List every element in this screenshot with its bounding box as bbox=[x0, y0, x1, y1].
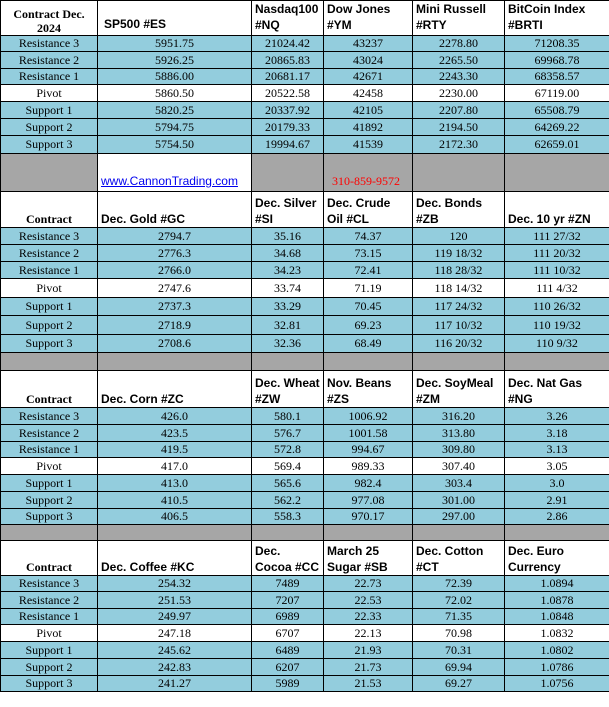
level-cell: 406.5 bbox=[98, 509, 252, 525]
level-cell: 21024.42 bbox=[252, 36, 324, 52]
level-cell: 309.80 bbox=[413, 442, 505, 458]
row-label: Support 1 bbox=[1, 298, 98, 316]
level-cell: 1.0832 bbox=[505, 625, 609, 642]
separator-cell bbox=[413, 154, 505, 192]
level-cell: 3.0 bbox=[505, 475, 609, 492]
level-cell: 21.93 bbox=[324, 642, 413, 659]
level-cell: 21.53 bbox=[324, 676, 413, 692]
level-cell: 970.17 bbox=[324, 509, 413, 525]
instrument-header: Dec. Wheat #ZW bbox=[252, 371, 324, 408]
level-cell: 110 26/32 bbox=[505, 298, 609, 316]
instrument-header: Dec. Coffee #KC bbox=[98, 541, 252, 576]
table-row bbox=[1, 36, 609, 52]
table-row bbox=[1, 136, 609, 154]
table-row bbox=[1, 262, 609, 279]
level-cell: 22.13 bbox=[324, 625, 413, 642]
header-row bbox=[1, 541, 609, 576]
level-cell: 2230.00 bbox=[413, 85, 505, 102]
row-label: Pivot bbox=[1, 625, 98, 642]
separator-cell bbox=[324, 353, 413, 371]
table-row bbox=[1, 475, 609, 492]
level-cell: 241.27 bbox=[98, 676, 252, 692]
level-cell: 74.37 bbox=[324, 228, 413, 245]
level-cell: 313.80 bbox=[413, 425, 505, 442]
level-cell: 1001.58 bbox=[324, 425, 413, 442]
level-cell: 69968.78 bbox=[505, 52, 609, 69]
contract-header: Contract bbox=[1, 541, 98, 576]
instrument-header: Dec. SoyMeal #ZM bbox=[413, 371, 505, 408]
level-cell: 1.0894 bbox=[505, 576, 609, 592]
level-cell: 565.6 bbox=[252, 475, 324, 492]
level-cell: 2.91 bbox=[505, 492, 609, 509]
table-row bbox=[1, 625, 609, 642]
level-cell: 6707 bbox=[252, 625, 324, 642]
level-cell: 307.40 bbox=[413, 458, 505, 475]
level-cell: 2766.0 bbox=[98, 262, 252, 279]
instrument-header: Dec. Corn #ZC bbox=[98, 371, 252, 408]
level-cell: 1.0802 bbox=[505, 642, 609, 659]
level-cell: 562.2 bbox=[252, 492, 324, 509]
table-row bbox=[1, 659, 609, 676]
level-cell: 32.81 bbox=[252, 316, 324, 335]
level-cell: 73.15 bbox=[324, 245, 413, 262]
separator-row bbox=[1, 353, 609, 371]
row-label: Resistance 2 bbox=[1, 52, 98, 69]
level-cell: 70.45 bbox=[324, 298, 413, 316]
level-cell: 994.67 bbox=[324, 442, 413, 458]
row-label: Support 3 bbox=[1, 335, 98, 353]
level-cell: 5926.25 bbox=[98, 52, 252, 69]
level-cell: 22.33 bbox=[324, 609, 413, 625]
row-label: Resistance 2 bbox=[1, 592, 98, 609]
level-cell: 70.31 bbox=[413, 642, 505, 659]
row-label: Resistance 3 bbox=[1, 36, 98, 52]
level-cell: 22.53 bbox=[324, 592, 413, 609]
instrument-header: Mini Russell #RTY bbox=[413, 1, 505, 36]
level-cell: 247.18 bbox=[98, 625, 252, 642]
row-label: Resistance 3 bbox=[1, 408, 98, 425]
level-cell: 20865.83 bbox=[252, 52, 324, 69]
level-cell: 111 10/32 bbox=[505, 262, 609, 279]
phone-number: 310-859-9572 bbox=[332, 174, 400, 188]
level-cell: 977.08 bbox=[324, 492, 413, 509]
header-row bbox=[1, 192, 609, 228]
level-cell: 33.74 bbox=[252, 279, 324, 298]
level-cell: 3.05 bbox=[505, 458, 609, 475]
separator-cell bbox=[413, 525, 505, 541]
table-row bbox=[1, 642, 609, 659]
separator-cell bbox=[252, 353, 324, 371]
level-cell: 2278.80 bbox=[413, 36, 505, 52]
level-cell: 254.32 bbox=[98, 576, 252, 592]
contract-header: Contract bbox=[1, 192, 98, 228]
row-label: Support 2 bbox=[1, 119, 98, 136]
level-cell: 569.4 bbox=[252, 458, 324, 475]
table-row bbox=[1, 102, 609, 119]
level-cell: 580.1 bbox=[252, 408, 324, 425]
level-cell: 2243.30 bbox=[413, 69, 505, 85]
separator-row bbox=[1, 525, 609, 541]
level-cell: 410.5 bbox=[98, 492, 252, 509]
level-cell: 251.53 bbox=[98, 592, 252, 609]
row-label: Support 1 bbox=[1, 642, 98, 659]
level-cell: 110 19/32 bbox=[505, 316, 609, 335]
table-row bbox=[1, 279, 609, 298]
level-cell: 111 4/32 bbox=[505, 279, 609, 298]
level-cell: 413.0 bbox=[98, 475, 252, 492]
separator-cell bbox=[252, 154, 324, 192]
table-row bbox=[1, 492, 609, 509]
level-cell: 2.86 bbox=[505, 509, 609, 525]
instrument-header: Nasdaq100 #NQ bbox=[252, 1, 324, 36]
level-cell: 43237 bbox=[324, 36, 413, 52]
level-cell: 118 14/32 bbox=[413, 279, 505, 298]
instrument-header: BitCoin Index #BRTI bbox=[505, 1, 609, 36]
level-cell: 5794.75 bbox=[98, 119, 252, 136]
level-cell: 5860.50 bbox=[98, 85, 252, 102]
instrument-header: Dec. Gold #GC bbox=[98, 192, 252, 228]
row-label: Resistance 1 bbox=[1, 262, 98, 279]
row-label: Resistance 2 bbox=[1, 245, 98, 262]
level-cell: 7207 bbox=[252, 592, 324, 609]
level-cell: 2776.3 bbox=[98, 245, 252, 262]
instrument-header: March 25 Sugar #SB bbox=[324, 541, 413, 576]
row-label: Support 1 bbox=[1, 475, 98, 492]
header-row bbox=[1, 371, 609, 408]
level-cell: 6489 bbox=[252, 642, 324, 659]
instrument-header: Dec. Silver #SI bbox=[252, 192, 324, 228]
level-cell: 41892 bbox=[324, 119, 413, 136]
level-cell: 5989 bbox=[252, 676, 324, 692]
level-cell: 989.33 bbox=[324, 458, 413, 475]
level-cell: 2265.50 bbox=[413, 52, 505, 69]
level-cell: 120 bbox=[413, 228, 505, 245]
row-label: Pivot bbox=[1, 279, 98, 298]
row-label: Resistance 1 bbox=[1, 609, 98, 625]
row-label: Resistance 2 bbox=[1, 425, 98, 442]
level-cell: 116 20/32 bbox=[413, 335, 505, 353]
row-label: Pivot bbox=[1, 85, 98, 102]
separator-cell bbox=[98, 353, 252, 371]
instrument-header: Dec. Crude Oil #CL bbox=[324, 192, 413, 228]
table-row bbox=[1, 228, 609, 245]
level-cell: 70.98 bbox=[413, 625, 505, 642]
level-cell: 5886.00 bbox=[98, 69, 252, 85]
table-row bbox=[1, 85, 609, 102]
instrument-header: Dec. Bonds #ZB bbox=[413, 192, 505, 228]
level-cell: 417.0 bbox=[98, 458, 252, 475]
level-cell: 71.35 bbox=[413, 609, 505, 625]
level-cell: 65508.79 bbox=[505, 102, 609, 119]
level-cell: 2747.6 bbox=[98, 279, 252, 298]
level-cell: 1.0848 bbox=[505, 609, 609, 625]
level-cell: 242.83 bbox=[98, 659, 252, 676]
level-cell: 245.62 bbox=[98, 642, 252, 659]
table-row bbox=[1, 509, 609, 525]
instrument-header: Dec. Euro Currency bbox=[505, 541, 609, 576]
level-cell: 69.23 bbox=[324, 316, 413, 335]
level-cell: 249.97 bbox=[98, 609, 252, 625]
level-cell: 419.5 bbox=[98, 442, 252, 458]
separator-cell bbox=[505, 525, 609, 541]
table-row bbox=[1, 69, 609, 85]
row-label: Resistance 3 bbox=[1, 228, 98, 245]
separator-cell bbox=[252, 525, 324, 541]
level-cell: 6989 bbox=[252, 609, 324, 625]
table-row bbox=[1, 316, 609, 335]
row-label: Support 3 bbox=[1, 509, 98, 525]
level-cell: 1.0756 bbox=[505, 676, 609, 692]
table-row bbox=[1, 335, 609, 353]
level-cell: 576.7 bbox=[252, 425, 324, 442]
level-cell: 72.39 bbox=[413, 576, 505, 592]
table-row bbox=[1, 458, 609, 475]
level-cell: 5951.75 bbox=[98, 36, 252, 52]
level-cell: 69.94 bbox=[413, 659, 505, 676]
level-cell: 71208.35 bbox=[505, 36, 609, 52]
level-cell: 62659.01 bbox=[505, 136, 609, 154]
instrument-header: Dec. 10 yr #ZN bbox=[505, 192, 609, 228]
instrument-header: SP500 #ES bbox=[98, 1, 252, 36]
table-row bbox=[1, 592, 609, 609]
row-label: Pivot bbox=[1, 458, 98, 475]
level-cell: 34.23 bbox=[252, 262, 324, 279]
level-cell: 1006.92 bbox=[324, 408, 413, 425]
table-row bbox=[1, 245, 609, 262]
table-row bbox=[1, 676, 609, 692]
level-cell: 32.36 bbox=[252, 335, 324, 353]
level-cell: 982.4 bbox=[324, 475, 413, 492]
separator-cell bbox=[98, 525, 252, 541]
row-label: Support 3 bbox=[1, 676, 98, 692]
separator-cell bbox=[505, 154, 609, 192]
level-cell: 21.73 bbox=[324, 659, 413, 676]
level-cell: 3.18 bbox=[505, 425, 609, 442]
level-cell: 303.4 bbox=[413, 475, 505, 492]
level-cell: 2207.80 bbox=[413, 102, 505, 119]
table-row bbox=[1, 576, 609, 592]
level-cell: 7489 bbox=[252, 576, 324, 592]
level-cell: 2737.3 bbox=[98, 298, 252, 316]
level-cell: 20522.58 bbox=[252, 85, 324, 102]
level-cell: 68.49 bbox=[324, 335, 413, 353]
header-row bbox=[1, 1, 609, 36]
level-cell: 64269.22 bbox=[505, 119, 609, 136]
table-row bbox=[1, 609, 609, 625]
level-cell: 41539 bbox=[324, 136, 413, 154]
row-label: Support 3 bbox=[1, 136, 98, 154]
instrument-header: Dec. Nat Gas #NG bbox=[505, 371, 609, 408]
level-cell: 297.00 bbox=[413, 509, 505, 525]
row-label: Support 2 bbox=[1, 659, 98, 676]
level-cell: 426.0 bbox=[98, 408, 252, 425]
table-row bbox=[1, 52, 609, 69]
website-link[interactable]: www.CannonTrading.com bbox=[101, 174, 238, 188]
level-cell: 2172.30 bbox=[413, 136, 505, 154]
separator-cell bbox=[1, 525, 98, 541]
level-cell: 5820.25 bbox=[98, 102, 252, 119]
table-row bbox=[1, 442, 609, 458]
level-cell: 6207 bbox=[252, 659, 324, 676]
level-cell: 1.0786 bbox=[505, 659, 609, 676]
row-label: Support 2 bbox=[1, 316, 98, 335]
level-cell: 33.29 bbox=[252, 298, 324, 316]
level-cell: 35.16 bbox=[252, 228, 324, 245]
contract-header: Contract bbox=[1, 371, 98, 408]
level-cell: 42458 bbox=[324, 85, 413, 102]
level-cell: 20337.92 bbox=[252, 102, 324, 119]
row-label: Support 2 bbox=[1, 492, 98, 509]
level-cell: 20681.17 bbox=[252, 69, 324, 85]
row-label: Resistance 1 bbox=[1, 442, 98, 458]
table-row bbox=[1, 425, 609, 442]
level-cell: 2718.9 bbox=[98, 316, 252, 335]
instrument-header: Dow Jones #YM bbox=[324, 1, 413, 36]
level-cell: 67119.00 bbox=[505, 85, 609, 102]
separator-cell bbox=[1, 154, 98, 192]
level-cell: 423.5 bbox=[98, 425, 252, 442]
table-row bbox=[1, 408, 609, 425]
level-cell: 572.8 bbox=[252, 442, 324, 458]
instrument-header: Dec. Cocoa #CC bbox=[252, 541, 324, 576]
level-cell: 22.73 bbox=[324, 576, 413, 592]
contract-header: Contract Dec. 2024 bbox=[1, 1, 98, 36]
level-cell: 2194.50 bbox=[413, 119, 505, 136]
table-row bbox=[1, 119, 609, 136]
level-cell: 117 24/32 bbox=[413, 298, 505, 316]
level-cell: 19994.67 bbox=[252, 136, 324, 154]
level-cell: 20179.33 bbox=[252, 119, 324, 136]
level-cell: 2708.6 bbox=[98, 335, 252, 353]
level-cell: 68358.57 bbox=[505, 69, 609, 85]
level-cell: 5754.50 bbox=[98, 136, 252, 154]
separator-cell bbox=[324, 154, 413, 192]
separator-cell bbox=[505, 353, 609, 371]
table-row bbox=[1, 298, 609, 316]
separator-cell bbox=[98, 154, 252, 192]
separator-row bbox=[1, 154, 609, 192]
level-cell: 3.26 bbox=[505, 408, 609, 425]
level-cell: 118 28/32 bbox=[413, 262, 505, 279]
separator-cell bbox=[324, 525, 413, 541]
level-cell: 71.19 bbox=[324, 279, 413, 298]
instrument-header: Nov. Beans #ZS bbox=[324, 371, 413, 408]
row-label: Support 1 bbox=[1, 102, 98, 119]
level-cell: 1.0878 bbox=[505, 592, 609, 609]
level-cell: 111 27/32 bbox=[505, 228, 609, 245]
level-cell: 42671 bbox=[324, 69, 413, 85]
level-cell: 316.20 bbox=[413, 408, 505, 425]
level-cell: 2794.7 bbox=[98, 228, 252, 245]
level-cell: 43024 bbox=[324, 52, 413, 69]
level-cell: 72.41 bbox=[324, 262, 413, 279]
level-cell: 69.27 bbox=[413, 676, 505, 692]
level-cell: 119 18/32 bbox=[413, 245, 505, 262]
level-cell: 301.00 bbox=[413, 492, 505, 509]
level-cell: 34.68 bbox=[252, 245, 324, 262]
row-label: Resistance 3 bbox=[1, 576, 98, 592]
row-label: Resistance 1 bbox=[1, 69, 98, 85]
level-cell: 111 20/32 bbox=[505, 245, 609, 262]
instrument-header: Dec. Cotton #CT bbox=[413, 541, 505, 576]
separator-cell bbox=[413, 353, 505, 371]
level-cell: 117 10/32 bbox=[413, 316, 505, 335]
separator-cell bbox=[1, 353, 98, 371]
level-cell: 558.3 bbox=[252, 509, 324, 525]
level-cell: 42105 bbox=[324, 102, 413, 119]
level-cell: 3.13 bbox=[505, 442, 609, 458]
level-cell: 110 9/32 bbox=[505, 335, 609, 353]
level-cell: 72.02 bbox=[413, 592, 505, 609]
